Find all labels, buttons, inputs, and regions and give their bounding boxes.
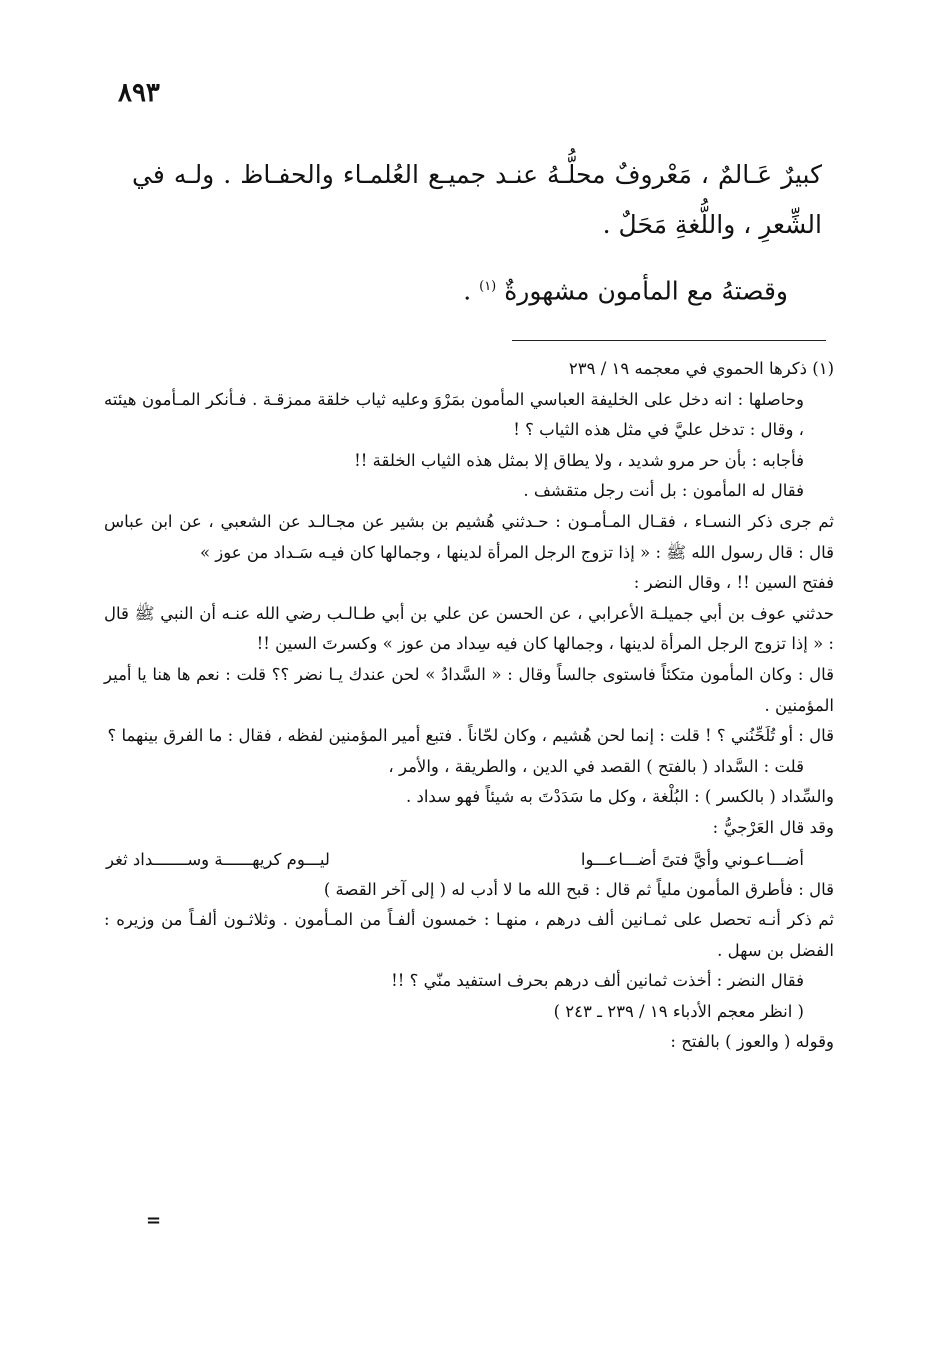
footnotes <box>104 354 834 1058</box>
footnote-line: ثم جرى ذكر النسـاء ، فقـال المـأمـون : حـدثني هُشيم بن بشير عن مجـالـد عن الشعبي ، عن ابن عباس قال : قال رسول الله ﷺ : « إذا تزوج الرجل المرأة لدينها ، وجمالها كان فيـه سَـداد من عوز » <box>104 511 834 562</box>
footnote-line: ففتح السين !! ، وقال النضر : <box>633 573 834 593</box>
page-number: ٨٩٣ <box>118 78 160 108</box>
main-paragraph-2 <box>132 262 822 316</box>
main-line: وقصتهُ مع المأمون مشهورةٌ <box>504 276 788 306</box>
continuation-mark: = <box>146 1210 162 1231</box>
footnote-line: والسِّداد ( بالكسر ) : البُلْغة ، وكل ما سَدَدْتَ به شيئاً فهو سداد . <box>405 787 834 807</box>
footnote-line: فأجابه : بأن حر مرو شديد ، ولا يطاق إلا بمثل هذه الثياب الخلقة !! <box>354 450 804 470</box>
main-paragraph: كبيرٌ عَـالمٌ ، مَعْروفٌ محلُّـهُ عنـد جميـع العُلمـاء والحفـاظ . ولـه في الشِّعرِ ، واللُّغةِ مَحَلٌ . <box>132 160 822 239</box>
footnote-line: قال : أو تُلَحِّنُني ؟ ! قلت : إنما لحن هُشيم ، وكان لحّاناً . فتبع أمير المؤمنين لفظه ، فقال : ما الفرق بينهما ؟ <box>107 726 834 746</box>
footnote-line: وقد قال العَرْجيُّ : <box>712 817 834 837</box>
footnote-line: قال : فأطرق المأمون ملياً ثم قال : قبح الله ما لا أدب له ( إلى آخر القصة ) <box>323 879 834 899</box>
verse-first-hemistich: أضـــاعـوني وأيَّ فتىً أضـــاعـــوا <box>580 849 804 869</box>
footnote-separator <box>512 340 826 341</box>
footnote-line: قلت : السَّداد ( بالفتح ) القصد في الدين ، والطريقة ، والأمر ، <box>388 756 804 776</box>
footnote-line: حدثني عوف بن أبي جميلـة الأعرابي ، عن الحسن عن علي بن أبي طـالـب رضي الله عنـه أن النبي ﷺ قال : « إذا تزوج الرجل المرأة لدينها ، وجمالها كان فيه سِداد من عوز » وكسرتَ السين !! <box>104 603 834 654</box>
main-text <box>132 150 822 316</box>
footnote-line: ثم ذكر أنـه تحصل على ثمـانين ألف درهم ، منهـا : خمسون ألفـاً من المـأمون . وثلاثـون ألفـاً من وزيره : الفضل بن سهل . <box>104 910 834 960</box>
footnote-line: ( انظر معجم الأدباء ١٩ / ٢٣٩ ـ ٢٤٣ ) <box>553 1001 804 1021</box>
verse-second-hemistich: ليـــوم كريهــــــة وســـــــداد ثغر <box>106 849 330 869</box>
end-punct: . <box>463 276 480 306</box>
footnote-line: فقال له المأمون : بل أنت رجل متقشف . <box>523 481 804 501</box>
footnote-line: وقوله ( والعوز ) بالفتح : <box>670 1032 834 1052</box>
footnote-line: وحاصلها : انه دخل على الخليفة العباسي المأمون بمَرْوَ وعليه ثياب خلقة ممزقـة . فـأنكر المـأمون هيئته ، وقال : تدخل عليَّ في مثل هذه الثياب ؟ ! <box>104 389 804 440</box>
footnote-line: (١) ذكرها الحموي في معجمه ١٩ / ٢٣٩ <box>568 359 834 378</box>
poem-verse <box>104 844 834 875</box>
footnote-line: فقال النضر : أخذت ثمانين ألف درهم بحرف استفيد منّي ؟ !! <box>391 971 804 991</box>
footnote-marker: (١) <box>479 279 497 294</box>
footnote-line: قال : وكان المأمون متكئاً فاستوى جالساً وقال : « السَّدادُ » لحن عندك يـا نضر ؟؟ قلت : نعم ها هنا يا أمير المؤمنين . <box>104 664 834 715</box>
